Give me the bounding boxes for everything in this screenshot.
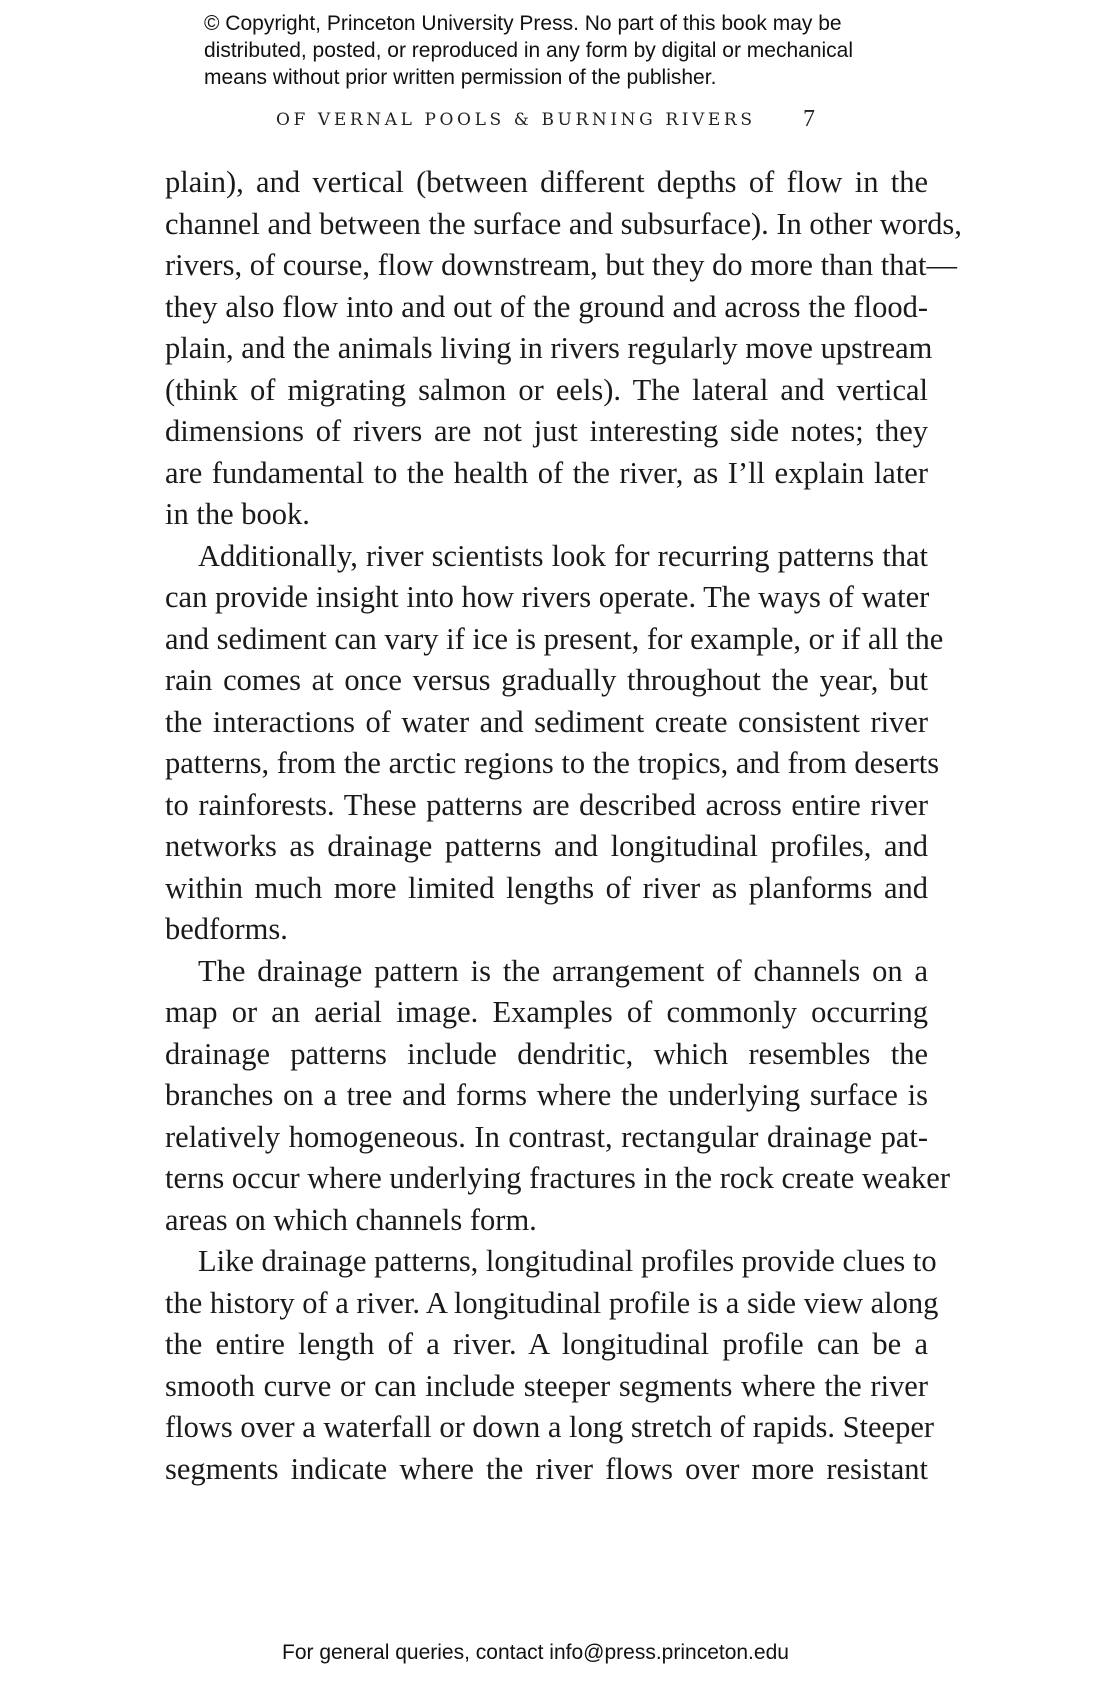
copyright-notice <box>204 10 964 91</box>
text-line: they also flow into and out of the ground and across the flood- <box>165 289 928 324</box>
text-line: the interactions of water and sediment create consistent river <box>165 704 928 739</box>
text-line: dimensions of rivers are not just interesting side notes; they <box>165 414 928 448</box>
text-line: are fundamental to the health of the river, as I’ll explain later <box>165 455 928 490</box>
text-line: relatively homogeneous. In contrast, rectangular drainage pat- <box>165 1119 928 1154</box>
paragraph <box>165 951 950 1242</box>
text-line: networks as drainage patterns and longitudinal profiles, and <box>165 829 928 863</box>
text-line: and sediment can vary if ice is present, for example, or if all the <box>165 621 944 656</box>
copyright-line: © Copyright, Princeton University Press. No part of this book may be <box>204 12 842 35</box>
text-line: Additionally, river scientists look for recurring patterns that <box>198 538 928 573</box>
text-line: the entire length of a river. A longitudinal profile can be a <box>165 1327 928 1361</box>
running-head: OF VERNAL POOLS & BURNING RIVERS <box>276 110 756 130</box>
text-line: within much more limited lengths of river as planforms and <box>165 870 928 905</box>
text-line: the history of a river. A longitudinal profile is a side view along <box>165 1285 939 1320</box>
text-line: (think of migrating salmon or eels). The lateral and vertical <box>165 372 928 407</box>
paragraph <box>165 1241 939 1490</box>
text-line: branches on a tree and forms where the underlying surface is <box>165 1078 928 1112</box>
text-line: patterns, from the arctic regions to the tropics, and from deserts <box>165 746 940 780</box>
text-line: areas on which channels form. <box>165 1202 537 1237</box>
copyright-line: means without prior written permission of the publisher. <box>204 66 717 89</box>
text-line: segments indicate where the river flows over more resistant <box>165 1451 928 1486</box>
text-line: bedforms. <box>165 912 288 946</box>
body-text <box>165 162 962 1490</box>
footer-contact: For general queries, contact info@press.princeton.edu <box>282 1641 789 1664</box>
text-line: rivers, of course, flow downstream, but they do more than that— <box>165 248 957 282</box>
text-line: rain comes at once versus gradually throughout the year, but <box>165 663 928 697</box>
text-line: terns occur where underlying fractures in the rock create weaker <box>165 1161 950 1195</box>
copyright-line: distributed, posted, or reproduced in any form by digital or mechanical <box>204 39 854 62</box>
text-line: drainage patterns include dendritic, which resembles the <box>165 1036 928 1071</box>
text-line: map or an aerial image. Examples of commonly occurring <box>165 995 928 1029</box>
text-line: plain, and the animals living in rivers regularly move upstream <box>165 331 933 365</box>
text-line: channel and between the surface and subsurface). In other words, <box>165 206 962 241</box>
text-line: smooth curve or can include steeper segments where the river <box>165 1368 928 1403</box>
page-number: 7 <box>803 106 815 132</box>
paragraph <box>165 536 944 951</box>
text-line: can provide insight into how rivers operate. The ways of water <box>165 580 930 614</box>
paragraph <box>165 162 962 536</box>
text-line: Like drainage patterns, longitudinal profiles provide clues to <box>198 1244 937 1278</box>
text-line: flows over a waterfall or down a long stretch of rapids. Steeper <box>165 1410 935 1444</box>
text-line: The drainage pattern is the arrangement of channels on a <box>198 953 928 988</box>
text-line: plain), and vertical (between different depths of flow in the <box>165 165 928 199</box>
text-line: in the book. <box>165 497 310 531</box>
text-line: to rainforests. These patterns are described across entire river <box>165 787 928 822</box>
